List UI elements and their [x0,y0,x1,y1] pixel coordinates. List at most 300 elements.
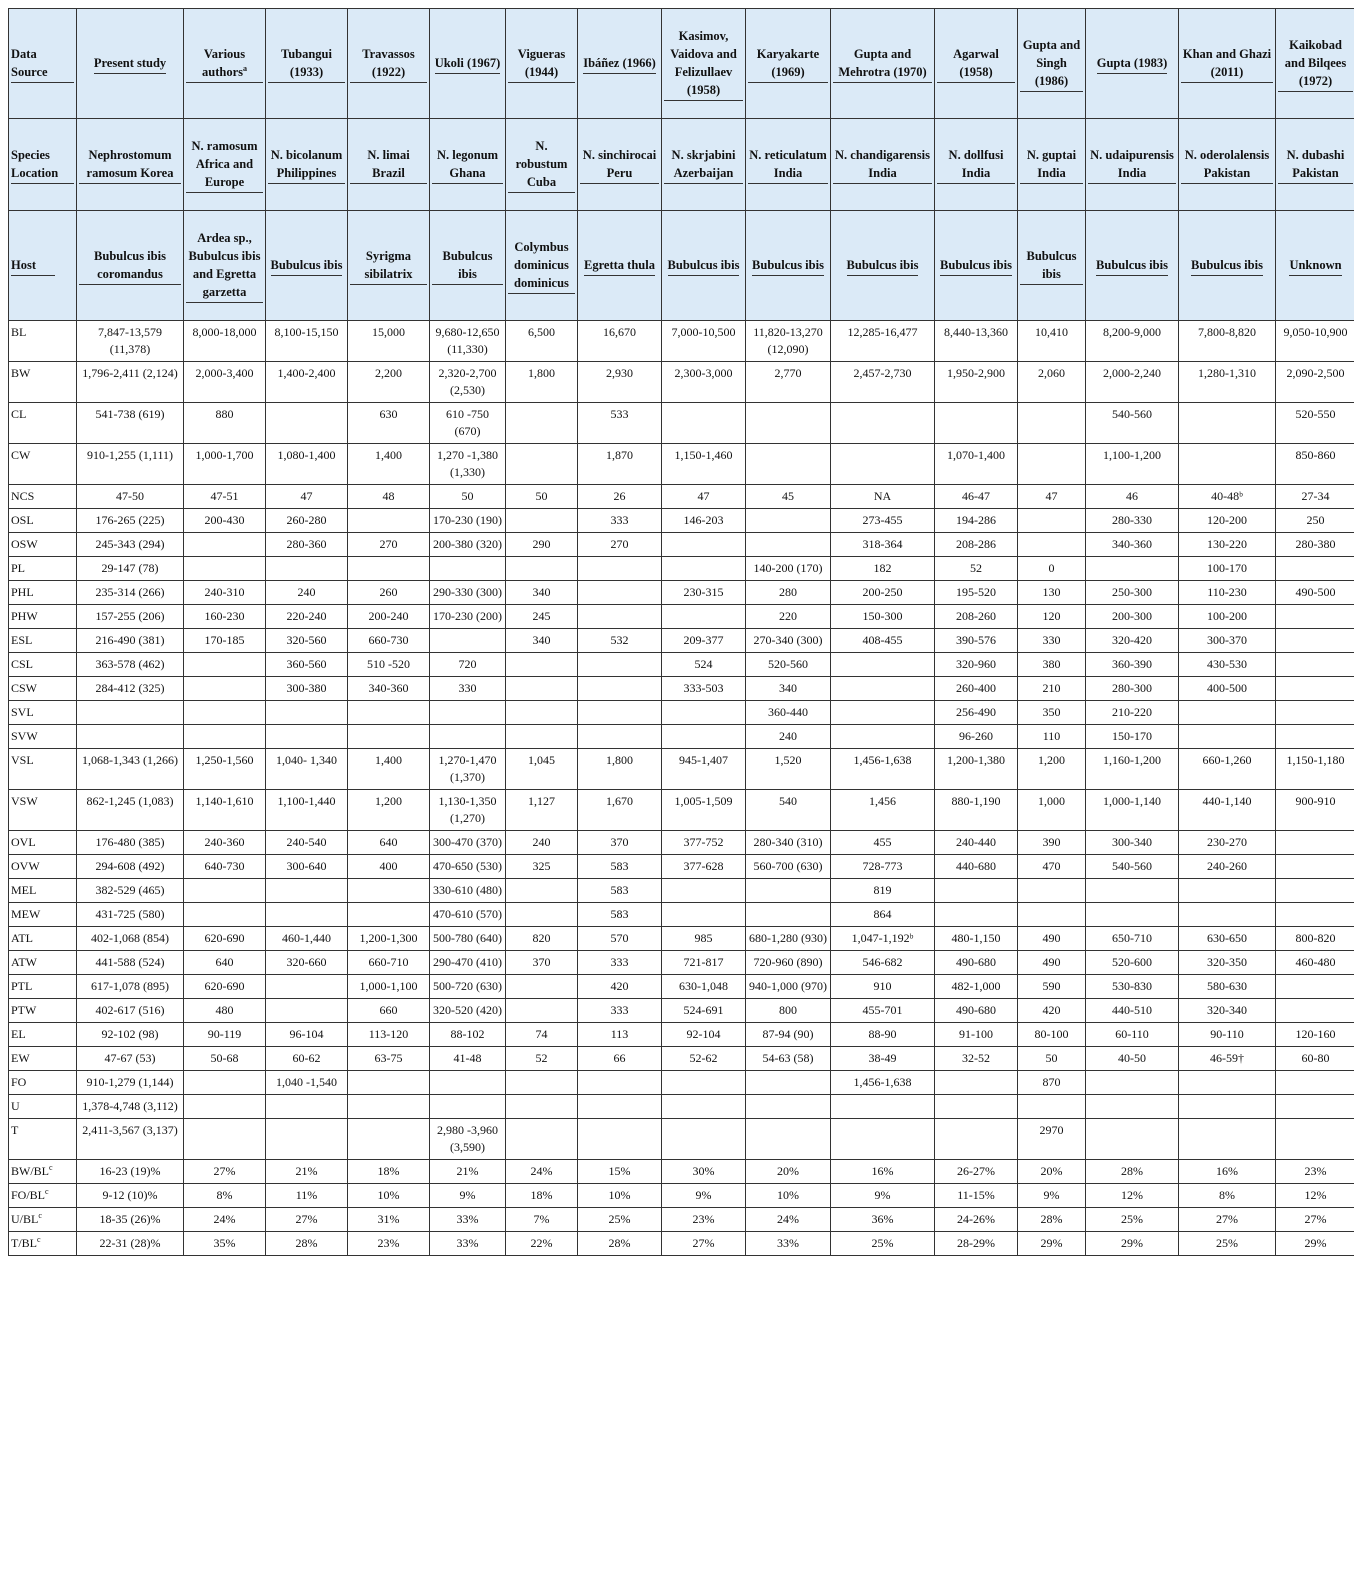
table-cell [578,557,662,581]
table-cell: 377-752 [662,831,746,855]
table-cell [578,1071,662,1095]
table-cell: 1,456 [831,790,935,831]
table-cell [266,557,348,581]
table-cell: 1,040 -1,540 [266,1071,348,1095]
table-cell [266,999,348,1023]
table-cell: 12% [1086,1184,1179,1208]
table-cell [77,701,184,725]
table-cell: 60-110 [1086,1023,1179,1047]
table-row [9,1119,1354,1160]
header-data-source-cell-text: Various authors$^a$ [186,45,263,83]
table-cell: 46-59† [1179,1047,1276,1071]
table-cell: 88-102 [430,1023,506,1047]
header-species-cell [831,119,935,211]
table-cell: 8,200-9,000 [1086,321,1179,362]
table-cell: 157-255 (206) [77,605,184,629]
table-cell [506,903,578,927]
table-cell: 280-330 [1086,509,1179,533]
table-cell: 120 [1018,605,1086,629]
table-cell: 15% [578,1160,662,1184]
table-cell [266,975,348,999]
table-cell [506,403,578,444]
row-label-text: PHW [11,609,38,623]
table-cell: 330 [430,677,506,701]
table-cell [831,444,935,485]
table-cell [831,653,935,677]
table-cell: 11% [266,1184,348,1208]
row-label [9,362,77,403]
row-label [9,485,77,509]
table-cell [1086,1095,1179,1119]
row-label [9,403,77,444]
table-cell: 50-68 [184,1047,266,1071]
footnote-marker: a [243,63,247,72]
table-cell: 1,047-1,192ᵇ [831,927,935,951]
table-cell [746,533,831,557]
row-label [9,790,77,831]
table-cell: 20% [746,1160,831,1184]
table-cell [184,1071,266,1095]
table-cell: 1,000-1,100 [348,975,430,999]
header-data-source-cell-text: Tubangui (1933) [268,45,345,83]
table-cell [1276,557,1354,581]
table-cell [348,1095,430,1119]
table-cell: 10% [746,1184,831,1208]
table-cell: 728-773 [831,855,935,879]
table-cell: 270 [578,533,662,557]
table-cell: 340 [506,581,578,605]
table-cell: 640 [348,831,430,855]
table-cell [746,1119,831,1160]
table-cell [1276,653,1354,677]
table-cell [662,879,746,903]
header-host-cell [1179,211,1276,321]
table-row [9,879,1354,903]
table-row [9,1232,1354,1256]
table-cell: 28-29% [935,1232,1018,1256]
table-row [9,855,1354,879]
header-host-cell-text: Colymbus dominicus dominicus [508,238,575,294]
table-cell: NA [831,485,935,509]
row-label-text: NCS [11,489,34,503]
table-cell: 1,400 [348,749,430,790]
table-cell [935,903,1018,927]
table-cell [1179,444,1276,485]
table-cell: 721-817 [662,951,746,975]
table-cell [266,879,348,903]
row-label-text: BL [11,325,26,339]
table-cell: 29% [1018,1232,1086,1256]
table-cell: 640 [184,951,266,975]
row-label [9,951,77,975]
table-cell: 27% [1276,1208,1354,1232]
header-species-cell [1276,119,1354,211]
header-species-cell [506,119,578,211]
table-cell: 120-200 [1179,509,1276,533]
header-host-cell-text: Bubulcus ibis [752,256,824,276]
table-cell: 208-286 [935,533,1018,557]
table-cell: 7% [506,1208,578,1232]
table-cell: 2,930 [578,362,662,403]
table-cell: 256-490 [935,701,1018,725]
table-cell: 22-31 (28)% [77,1232,184,1256]
table-cell [348,879,430,903]
table-cell: 540-560 [1086,403,1179,444]
table-cell [831,403,935,444]
row-label [9,927,77,951]
row-label-text: T [11,1123,18,1137]
table-cell: 170-185 [184,629,266,653]
table-cell: 200-430 [184,509,266,533]
table-row [9,321,1354,362]
table-cell [430,1095,506,1119]
table-cell: 28% [578,1232,662,1256]
table-cell: 880-1,190 [935,790,1018,831]
table-cell: 2970 [1018,1119,1086,1160]
table-cell: 240-310 [184,581,266,605]
table-cell: 1,800 [578,749,662,790]
header-host-cell [746,211,831,321]
table-cell [184,533,266,557]
header-species-cell [662,119,746,211]
row-label [9,1071,77,1095]
table-cell: 1,080-1,400 [266,444,348,485]
table-cell [831,1095,935,1119]
table-cell: 280-300 [1086,677,1179,701]
table-row [9,831,1354,855]
table-cell: 500-780 (640) [430,927,506,951]
header-host-cell-text: Ardea sp., Bubulcus ibis and Egretta garzetta [186,229,263,303]
table-cell: 910-1,279 (1,144) [77,1071,184,1095]
table-cell: 50 [506,485,578,509]
table-cell: 480-1,150 [935,927,1018,951]
table-cell: 430-530 [1179,653,1276,677]
header-host-cell-text: Unknown [1289,256,1342,276]
header-species-label-text: Species Location [11,146,74,184]
table-cell: 35% [184,1232,266,1256]
table-cell: 26 [578,485,662,509]
header-host-cell [348,211,430,321]
table-cell: 680-1,280 (930) [746,927,831,951]
table-cell [506,879,578,903]
table-cell [506,444,578,485]
row-label [9,653,77,677]
table-cell [348,1119,430,1160]
table-cell: 340 [506,629,578,653]
table-row [9,975,1354,999]
table-cell [506,701,578,725]
table-cell: 340-360 [348,677,430,701]
table-cell [506,999,578,1023]
table-cell: 290-330 (300) [430,581,506,605]
header-data-source-cell-text: Vigueras (1944) [508,45,575,83]
table-row [9,557,1354,581]
table-cell: 7,847-13,579 (11,378) [77,321,184,362]
header-data-source-cell-text: Travassos (1922) [350,45,427,83]
table-cell: 420 [1018,999,1086,1023]
table-cell [578,581,662,605]
header-host-cell [578,211,662,321]
table-cell [1018,1095,1086,1119]
table-cell: 330-610 (480) [430,879,506,903]
table-cell [1179,1095,1276,1119]
table-cell: 580-630 [1179,975,1276,999]
table-cell: 10% [348,1184,430,1208]
header-data-source-cell [935,9,1018,119]
header-species-cell [578,119,662,211]
header-species-cell-text: N. bicolanum Philippines [268,146,345,184]
header-data-source-cell [266,9,348,119]
table-cell: 100-170 [1179,557,1276,581]
table-cell: 1,670 [578,790,662,831]
header-data-source-cell-text: Gupta and Mehrotra (1970) [833,45,932,83]
table-cell: 520-550 [1276,403,1354,444]
row-label [9,999,77,1023]
table-cell: 24% [506,1160,578,1184]
header-host-cell [1276,211,1354,321]
table-cell: 320-350 [1179,951,1276,975]
table-row [9,701,1354,725]
table-cell: 25% [578,1208,662,1232]
table-cell: 945-1,407 [662,749,746,790]
row-label-text: ATW [11,955,37,969]
table-cell: 195-520 [935,581,1018,605]
table-cell [506,725,578,749]
header-species-cell [266,119,348,211]
header-data-source-cell-text: Ukoli (1967) [435,54,501,74]
table-cell: 96-104 [266,1023,348,1047]
table-cell: 533 [578,403,662,444]
table-cell: 300-380 [266,677,348,701]
table-cell [184,653,266,677]
header-species-cell [348,119,430,211]
header-species-cell [430,119,506,211]
table-cell: 11,820-13,270 (12,090) [746,321,831,362]
table-cell: 640-730 [184,855,266,879]
table-cell [662,403,746,444]
table-cell: 150-170 [1086,725,1179,749]
row-label [9,321,77,362]
table-cell: 9% [430,1184,506,1208]
table-cell [184,557,266,581]
header-data-source-cell-text: Gupta (1983) [1097,54,1168,74]
table-cell: 9% [662,1184,746,1208]
row-label-text: BW [11,366,30,380]
table-cell: 455-701 [831,999,935,1023]
table-cell [184,879,266,903]
table-cell [746,1071,831,1095]
table-cell: 60-80 [1276,1047,1354,1071]
table-cell [430,557,506,581]
table-row [9,725,1354,749]
table-cell: 490-500 [1276,581,1354,605]
header-data-source-cell-text: Kaikobad and Bilqees (1972) [1278,36,1353,92]
table-cell: 1,000 [1018,790,1086,831]
table-cell [1018,533,1086,557]
header-data-source-cell-text: Kasimov, Vaidova and Felizullaev (1958) [664,27,743,101]
table-cell: 60-62 [266,1047,348,1071]
table-cell: 100-200 [1179,605,1276,629]
table-cell [266,1095,348,1119]
row-label-text: OVL [11,835,36,849]
table-cell [935,403,1018,444]
table-cell: 290-470 (410) [430,951,506,975]
table-row [9,951,1354,975]
row-label-text: CL [11,407,26,421]
table-cell: 50 [430,485,506,509]
table-cell: 16% [831,1160,935,1184]
table-cell: 87-94 (90) [746,1023,831,1047]
table-cell: 240 [506,831,578,855]
header-host-cell-text: Bubulcus ibis [1191,256,1263,276]
table-cell: 400 [348,855,430,879]
table-cell: 650-710 [1086,927,1179,951]
header-species-cell [746,119,831,211]
table-cell: 1,270-1,470 (1,370) [430,749,506,790]
table-cell: 280-380 [1276,533,1354,557]
header-host-cell-text: Syrigma sibilatrix [350,247,427,285]
table-cell: 350 [1018,701,1086,725]
table-row [9,1047,1354,1071]
header-data-source-cell [430,9,506,119]
table-cell: 8% [1179,1184,1276,1208]
table-cell: 910 [831,975,935,999]
header-species-cell-text: N. dubashi Pakistan [1278,146,1353,184]
row-label-text: T/BL [11,1236,37,1250]
table-row [9,1095,1354,1119]
table-cell [1179,879,1276,903]
header-data-source-cell-text: Agarwal (1958) [937,45,1015,83]
table-cell [746,903,831,927]
table-cell: 1,000-1,140 [1086,790,1179,831]
table-cell: 2,980 -3,960 (3,590) [430,1119,506,1160]
table-row [9,629,1354,653]
table-row [9,1023,1354,1047]
table-cell [77,725,184,749]
table-cell: 530-830 [1086,975,1179,999]
table-cell: 20% [1018,1160,1086,1184]
table-cell: 240 [746,725,831,749]
header-host-cell-text: Bubulcus ibis [1096,256,1168,276]
table-cell [1018,879,1086,903]
table-row [9,790,1354,831]
table-cell: 7,000-10,500 [662,321,746,362]
table-cell: 1,150-1,180 [1276,749,1354,790]
table-cell: 146-203 [662,509,746,533]
table-cell: 402-617 (516) [77,999,184,1023]
header-species-cell [184,119,266,211]
table-cell [1086,557,1179,581]
row-label [9,1208,77,1232]
table-cell: 23% [348,1232,430,1256]
table-cell: 22% [506,1232,578,1256]
table-cell [1179,701,1276,725]
row-label [9,1119,77,1160]
header-species-label [9,119,77,211]
table-cell [430,629,506,653]
table-cell: 176-265 (225) [77,509,184,533]
table-cell: 320-660 [266,951,348,975]
header-species-cell [1179,119,1276,211]
table-cell: 333 [578,999,662,1023]
table-cell: 1,200-1,300 [348,927,430,951]
table-cell: 660-730 [348,629,430,653]
table-cell: 470-610 (570) [430,903,506,927]
table-cell [1086,1119,1179,1160]
header-data-source-cell-text: Gupta and Singh (1986) [1020,36,1083,92]
table-cell: 220-240 [266,605,348,629]
table-cell: 1,250-1,560 [184,749,266,790]
table-cell: 41-48 [430,1047,506,1071]
table-cell [746,879,831,903]
table-cell: 490-680 [935,951,1018,975]
table-cell: 470-650 (530) [430,855,506,879]
row-label [9,557,77,581]
table-cell: 318-364 [831,533,935,557]
table-cell: 482-1,000 [935,975,1018,999]
table-cell: 27% [266,1208,348,1232]
table-cell: 1,100-1,440 [266,790,348,831]
table-cell: 260-280 [266,509,348,533]
table-cell [348,1071,430,1095]
table-cell: 900-910 [1276,790,1354,831]
row-label-text: OSL [11,513,34,527]
table-cell: 470 [1018,855,1086,879]
header-species-cell [1086,119,1179,211]
table-cell: 520-560 [746,653,831,677]
header-data-source-cell [578,9,662,119]
table-cell [1276,701,1354,725]
table-cell: 408-455 [831,629,935,653]
table-cell: 455 [831,831,935,855]
table-cell: 2,411-3,567 (3,137) [77,1119,184,1160]
header-species-cell-text: N. limai Brazil [350,146,427,184]
table-cell: 18-35 (26)% [77,1208,184,1232]
header-species-cell-text: N. reticulatum India [748,146,828,184]
table-row [9,1160,1354,1184]
table-cell: 460-480 [1276,951,1354,975]
table-cell: 33% [746,1232,831,1256]
row-label [9,1095,77,1119]
table-row [9,362,1354,403]
table-cell: 230-270 [1179,831,1276,855]
header-host-cell-text: Bubulcus ibis coromandus [79,247,181,285]
table-cell: 370 [578,831,662,855]
table-cell: 524-691 [662,999,746,1023]
table-cell [578,653,662,677]
table-cell: 660 [348,999,430,1023]
table-cell [662,903,746,927]
table-cell [430,701,506,725]
row-label [9,831,77,855]
header-data-source-cell [77,9,184,119]
table-cell: 541-738 (619) [77,403,184,444]
table-cell: 27% [184,1160,266,1184]
table-body [9,9,1354,1256]
table-cell: 520-600 [1086,951,1179,975]
footnote-marker: c [37,1235,41,1244]
table-cell: 11-15% [935,1184,1018,1208]
table-cell: 1,520 [746,749,831,790]
header-host-cell [77,211,184,321]
table-cell: 2,000-2,240 [1086,362,1179,403]
table-row [9,1184,1354,1208]
table-cell: 0 [1018,557,1086,581]
row-label [9,975,77,999]
table-cell: 490 [1018,951,1086,975]
table-cell: 88-90 [831,1023,935,1047]
table-cell: 333-503 [662,677,746,701]
